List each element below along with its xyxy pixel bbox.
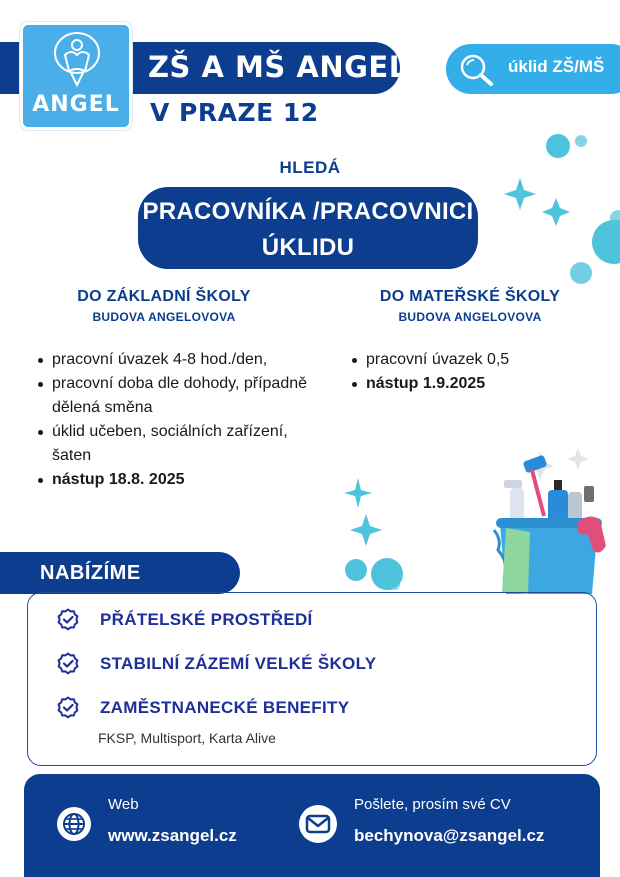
web-label: Web bbox=[108, 796, 139, 813]
primary-school-building: BUDOVA ANGELOVOVA bbox=[92, 310, 236, 324]
list-item: pracovní úvazek 0,5 bbox=[350, 348, 580, 372]
page-title: ZŠ A MŠ ANGEL bbox=[148, 50, 408, 84]
kindergarten-title: DO MATEŘSKÉ ŠKOLY bbox=[379, 288, 561, 305]
job-title-line1: PRACOVNÍKA /PRACOVNICI bbox=[142, 198, 474, 225]
benefits-detail: FKSP, Multisport, Karta Alive bbox=[98, 730, 276, 746]
offer-item bbox=[56, 694, 349, 722]
kindergarten-conditions bbox=[350, 348, 580, 396]
list-item: pracovní doba dle dohody, případně dělená směna bbox=[36, 372, 336, 420]
offer-item bbox=[56, 650, 376, 678]
kindergarten-heading bbox=[368, 288, 572, 324]
cleaning-bucket-illustration bbox=[488, 440, 612, 600]
logo-text: ANGEL bbox=[32, 92, 120, 117]
offer-item-label: PŘÁTELSKÉ PROSTŘEDÍ bbox=[100, 610, 313, 629]
list-item: pracovní úvazek 4-8 hod./den, bbox=[36, 348, 336, 372]
primary-school-title: DO ZÁKLADNÍ ŠKOLY bbox=[77, 288, 251, 305]
kindergarten-building: BUDOVA ANGELOVOVA bbox=[398, 310, 542, 324]
website-link[interactable]: www.zsangel.cz bbox=[108, 826, 237, 845]
cv-label: Pošlete, prosím své CV bbox=[354, 796, 511, 813]
decorative-sparkles bbox=[330, 470, 430, 590]
page-subtitle: V PRAZE 12 bbox=[150, 98, 319, 127]
offer-title: NABÍZÍME bbox=[40, 562, 141, 584]
check-badge-icon bbox=[56, 652, 80, 676]
check-badge-icon bbox=[56, 696, 80, 720]
list-item: úklid učeben, sociálních zařízení, šaten bbox=[36, 420, 296, 468]
job-title-line2: ÚKLIDU bbox=[261, 234, 355, 261]
email-link[interactable]: bechynova@zsangel.cz bbox=[354, 826, 545, 845]
list-item-start-date: nástup 18.8. 2025 bbox=[36, 468, 336, 492]
check-badge-icon bbox=[56, 608, 80, 632]
primary-school-heading bbox=[48, 288, 280, 324]
primary-school-conditions bbox=[36, 348, 336, 492]
school-logo bbox=[20, 22, 132, 130]
globe-icon bbox=[56, 806, 92, 842]
search-label: úklid ZŠ/MŠ bbox=[508, 57, 605, 76]
angel-icon bbox=[51, 31, 103, 89]
offer-item-label: ZAMĚSTNANECKÉ BENEFITY bbox=[100, 698, 350, 717]
offer-item bbox=[56, 606, 313, 634]
offer-item-label: STABILNÍ ZÁZEMÍ VELKÉ ŠKOLY bbox=[100, 654, 377, 673]
mail-icon bbox=[298, 804, 338, 844]
search-icon bbox=[458, 52, 496, 88]
list-item-start-date: nástup 1.9.2025 bbox=[350, 372, 580, 396]
decorative-bubbles bbox=[480, 130, 620, 290]
seeking-label: HLEDÁ bbox=[279, 158, 341, 177]
